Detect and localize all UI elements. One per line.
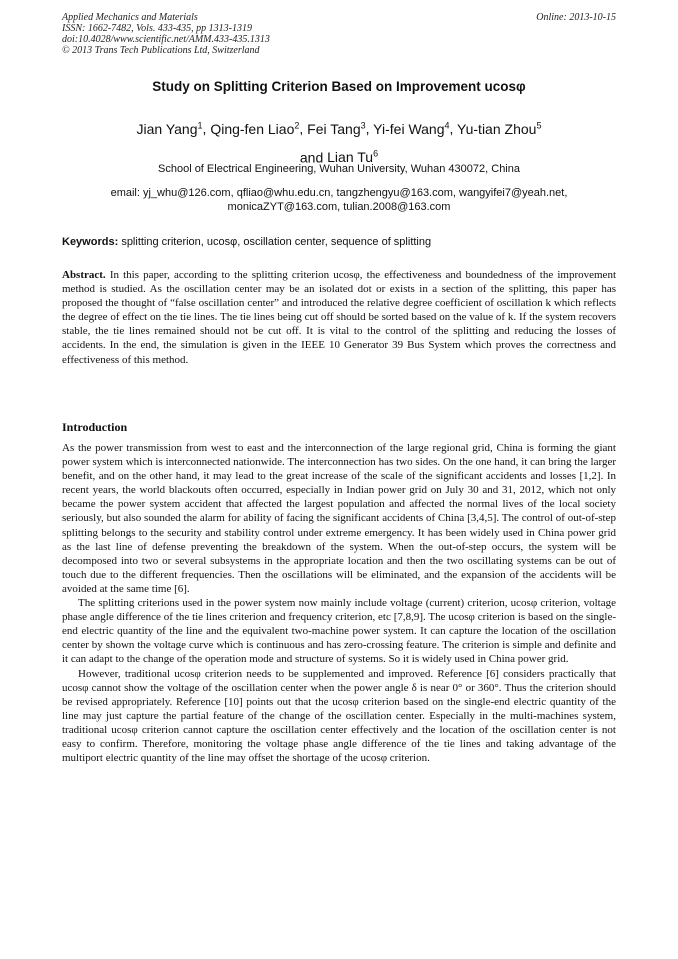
email-line-2: monicaZYT@163.com, tulian.2008@163.com [227, 201, 451, 213]
author-yu-tian-zhou: Yu-tian Zhou$^5$ [457, 120, 542, 137]
author-list: Jian Yang$^1$, Qing-fen Liao$^2$, Fei Tang$^3$, Yi-fei Wang$^4$, Yu-tian Zhou$^5$ and Lian Tu$^6$ [136, 120, 542, 166]
journal-name: Applied Mechanics and Materials [62, 12, 198, 23]
keywords [62, 236, 616, 248]
email-line-1: email: yj_whu@126.com, qfliao@whu.edu.cn, tangzhengyu@163.com, wangyifei7@yeah.net, [110, 187, 568, 199]
running-header [62, 12, 616, 56]
keywords-text: splitting criterion, ucosφ, oscillation center, sequence of splitting [121, 236, 432, 248]
copyright-line: © 2013 Trans Tech Publications Ltd, Switzerland [62, 45, 260, 56]
section-heading-introduction: Introduction [62, 420, 128, 434]
author-lian-tu: Lian Tu$^6$ [327, 148, 379, 166]
introduction-body [62, 441, 616, 765]
keywords-label: Keywords: [62, 236, 119, 248]
intro-paragraph-2: The splitting criterions used in the power system now mainly include voltage (current) criterion, ucosφ criterion, voltage phase angle difference of the tie lines criterion and frequency criterion, etc [7,8,9]. The ucosφ criterion is based on the single-end electric quantity of the line and the equivalent two-machine power system. It can capture the location of the oscillation center by shown the voltage curve which is continuous and has zero-crossing feature. The criterion is simple and definite and it can adapt to the change of the operation mode and structure of systems. So it is widely used in China power grid. [62, 597, 616, 666]
abstract-label: Abstract. [62, 269, 106, 281]
author-fei-tang: Fei Tang$^3$ [307, 120, 366, 137]
author-qing-fen-liao: Qing-fen Liao$^2$ [210, 120, 300, 137]
intro-paragraph-3: However, traditional ucosφ criterion needs to be supplemented and improved. Reference [6] considers practically that ucosφ cannot show the voltage of the oscillation center when the power angle δ is near 0° or 360°. Thus the criterion should be revised appropriately. Reference [10] points out that the ucosφ criterion based on the single-end electric quantity of the line may just capture the partial feature of the change of the oscillation center. Especially in the multi-machines system, traditional ucosφ criterion cannot capture the oscillation center effectively and the location of the oscillation center is not easy to confirm. Therefore, monitoring the voltage phase angle difference of the tie lines and taking advantage of the multiport electric quantity of the line may offset the shortage of the ucosφ criterion. [62, 667, 616, 765]
author-yi-fei-wang: Yi-fei Wang$^4$ [373, 120, 450, 137]
author-jian-yang: Jian Yang$^1$ [136, 120, 203, 137]
abstract [62, 268, 616, 367]
affiliation: School of Electrical Engineering, Wuhan University, Wuhan 430072, China [158, 163, 520, 175]
paper-title: Study on Splitting Criterion Based on Improvement ucosφ [152, 79, 526, 94]
online-date: Online: 2013-10-15 [536, 12, 616, 23]
intro-paragraph-1: As the power transmission from west to east and the interconnection of the large regional grid, China is forming the giant power system which is interconnected nationwide. The interconnection has two sides. On the one hand, it can bring the larger benefit, and on the other hand, it may lead to the great increase of the scale of the significant accidents and losses [1,2]. In recent years, the world blackouts often occurred, especially in Indian power grid on July 30 and 31, 2012, which not only became the power system accident that affected the largest population and affected the normal lives of the local society seriously, but also sounded the alarm for ability of facing the significant accidents of China [3,4,5]. The control of out-of-step splitting belongs to the security and stability control under extreme emergency. It has been widely used in China power grid as the last line of defense preventing the breakdown of the system. When the out-of-step occurs, the system will be decomposed into two or several subsystems in the appropriate location and then the two oscillating systems can be out of touch due to the different frequencies. Then the oscillations will be eliminated, and the expansion of the accidents will be avoided at the same time [6]. [62, 442, 616, 595]
doi-line: doi:10.4028/www.scientific.net/AMM.433-435.1313 [62, 34, 270, 45]
abstract-text: In this paper, according to the splitting criterion ucosφ, the effectiveness and boundedness of the improvement method is studied. As the oscillation center may be an isolated dot or exists in a section of the splitting, this paper has proposed the thought of “false oscillation center” and introduced the relative degree coefficient of oscillation k which reflects the degree of effect on the tie lines. The tie lines being cut off should be sorted based on the value of k. If the system recovers stable, the tie lines remained should not be cut off. It is vital to the control of the splitting and reducing the losses of accidents. In the end, the simulation is given in the IEEE 10 Generator 39 Bus System which proves the correctness and effectiveness of this method. [62, 269, 616, 366]
issn-line: ISSN: 1662-7482, Vols. 433-435, pp 1313-1319 [62, 23, 252, 34]
email-addresses [62, 186, 616, 214]
